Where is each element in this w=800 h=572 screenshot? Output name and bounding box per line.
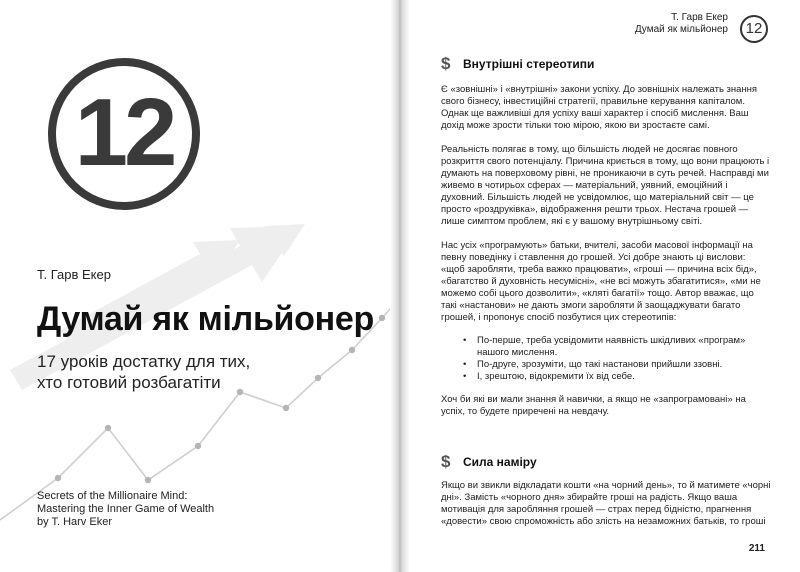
trend-point	[283, 405, 289, 411]
running-head	[635, 12, 728, 36]
section-title: Внутрішні стереотипи	[463, 57, 595, 71]
original-author: by T. Harv Eker	[37, 516, 112, 528]
chapter-number: 12	[74, 79, 174, 186]
trend-point	[195, 443, 201, 449]
list-item: • По-друге, зрозуміти, що такі настанови прийшли ззовні.	[463, 359, 773, 371]
list-item: • І, зрештою, відокремити їх від себе.	[463, 371, 773, 383]
running-head-author: Т. Гарв Екер	[671, 12, 728, 23]
paragraph: Є «зовнішні» і «внутрішні» закони успіху. До зовнішніх належать знання свого бізнесу, інвестиційні стратегії, правильне керування капіталом. Однак ще важливіші для успіху ваші характер і спосіб мислення. Ваш дохід може зрости тільки тою мірою, якою ви зростаєте самі.	[441, 84, 758, 131]
running-head-title: Думай як мільйонер	[634, 24, 728, 35]
arrow-shape	[150, 224, 305, 312]
bullet-list	[463, 335, 773, 383]
trend-point	[145, 477, 151, 483]
original-title	[37, 490, 297, 529]
trend-point	[105, 425, 111, 431]
book-author: Т. Гарв Екер	[37, 267, 111, 282]
section-heading	[441, 54, 594, 74]
subtitle-line: хто готовий розбагатіти	[37, 373, 221, 392]
right-page	[401, 0, 800, 572]
paragraph: Якщо ви звикли відкладати кошти «на чорний день», то й матимете «чорні дні». Замість «чорного дня» збирайте гроші на радість. Якщо ваша мотивація для заробляння грошей — страх перед бідністю, прагнення «довести» свою спроможність або злість на незаможних батьків, то гроші	[441, 480, 771, 527]
section-heading	[441, 452, 537, 472]
book-title: Думай як мільйонер	[37, 300, 374, 338]
paragraph: Реальність полягає в тому, що більшість людей не досягає повного розкриття свого потенціалу. Причина криється в тому, що вони працюють і думають на поверховому рівні, не проникаючи в суть речей. Насправді ми живемо в чотирьох сферах — матеріальний, уявний, емоційний і духовний. Більшість людей не усвідомлює, що матеріальний світ — це просто «роздруківка», відображення решти трьох. Нестача грошей — лише симптом проблем, які є у вашому внутрішньому світі.	[441, 144, 770, 227]
paragraph: Хоч би які ви мали знання й навички, а якщо не «запрограмовані» на успіх, то будете приречені на невдачу.	[441, 394, 746, 417]
list-item: • По-перше, треба усвідомити наявність шкідливих «програм» нашого мислення.	[463, 335, 773, 359]
running-head-chapter-number: 12	[740, 15, 768, 43]
left-page	[0, 0, 398, 572]
trend-point	[55, 475, 61, 481]
page-number: 211	[748, 543, 765, 554]
original-title-line: Mastering the Inner Game of Wealth	[37, 503, 215, 515]
subtitle-line: 17 уроків достатку для тих,	[37, 352, 251, 371]
dollar-icon: $	[441, 54, 451, 73]
book-subtitle	[37, 351, 367, 393]
paragraph: Нас усіх «програмують» батьки, вчителі, засоби масової інформації на певну поведінку і ставлення до грошей. Усі добре знають ці вислови: «щоб заробляти, треба важко працювати», «гроші — причина всіх бід», «багатство й духовність несумісні», «не всі можуть збагатитися», «ми не можемо собі цього дозволити», «кляті багатії» тощо. Автор вважає, що такі «настанови» не дають змоги заробляти й заощаджувати багато грошей, і пропонує спосіб позбутися цих стереотипів:	[441, 240, 761, 323]
dollar-icon: $	[441, 452, 451, 471]
original-title-line: Secrets of the Millionaire Mind:	[37, 490, 188, 502]
section-title: Сила наміру	[463, 455, 537, 469]
trend-point	[379, 315, 385, 321]
book-gutter	[390, 0, 410, 572]
